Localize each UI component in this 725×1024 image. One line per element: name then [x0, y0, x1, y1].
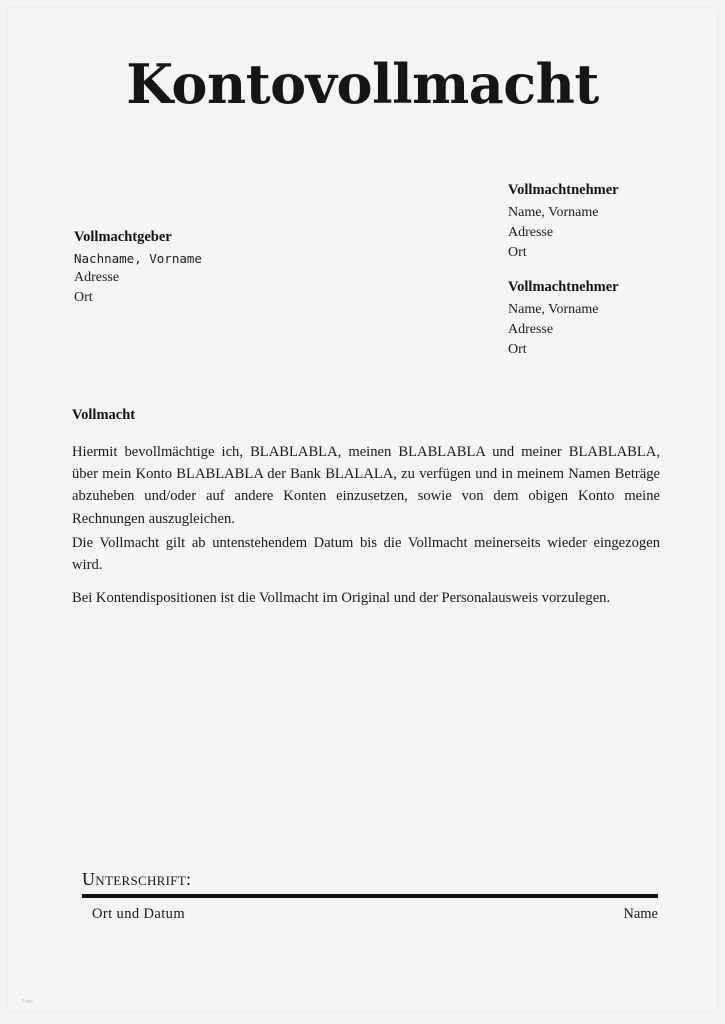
grantee-1-city: Ort — [508, 244, 527, 260]
signature-name-caption: Name — [623, 906, 658, 922]
grantee-1-name: Name, Vorname — [508, 205, 599, 220]
grantor-name: Nachname, Vorname — [74, 251, 202, 266]
signature-place-date-caption: Ort und Datum — [92, 906, 185, 922]
grantee-block-1 — [508, 182, 708, 263]
signature-rule — [82, 894, 658, 898]
grantee-2-heading: Vollmachtnehmer — [508, 279, 619, 295]
grantee-2-name: Name, Vorname — [508, 302, 599, 317]
grantor-address: Adresse — [74, 269, 120, 285]
grantee-block-2 — [508, 279, 708, 360]
grantor-heading: Vollmachtgeber — [74, 229, 172, 245]
body-paragraph-1: Hiermit bevollmächtige ich, BLABLABLA, meinen BLABLABLA und meiner BLABLABLA, über mein Konto BLABLABLA der Bank BLALALA, zu verfügen und in meinem Namen Beträge abzuheben und/oder auf andere Konten einzusetzen, sowie von dem obigen Konto meine Rechnungen auszugleichen. — [72, 444, 660, 527]
page-title: Kontovollmacht — [126, 52, 599, 116]
grantee-2-address: Adresse — [508, 321, 554, 337]
corner-watermark: Foto — [22, 999, 33, 1005]
grantor-block — [74, 229, 334, 308]
grantee-2-city: Ort — [508, 341, 527, 357]
document-sheet — [8, 8, 717, 1011]
body-paragraph-3: Bei Kontendispositionen ist die Vollmacht im Original und der Personalausweis vorzulegen. — [72, 590, 611, 606]
signature-label: Unterschrift: — [82, 869, 192, 889]
grantee-1-heading: Vollmachtnehmer — [508, 182, 619, 198]
grantee-1-address: Adresse — [508, 224, 554, 240]
grantor-city: Ort — [74, 289, 93, 305]
body-paragraph-2: Die Vollmacht gilt ab untenstehendem Datum bis die Vollmacht meinerseits wieder eingezogen wird. — [72, 535, 660, 574]
section-heading-vollmacht: Vollmacht — [72, 407, 136, 423]
